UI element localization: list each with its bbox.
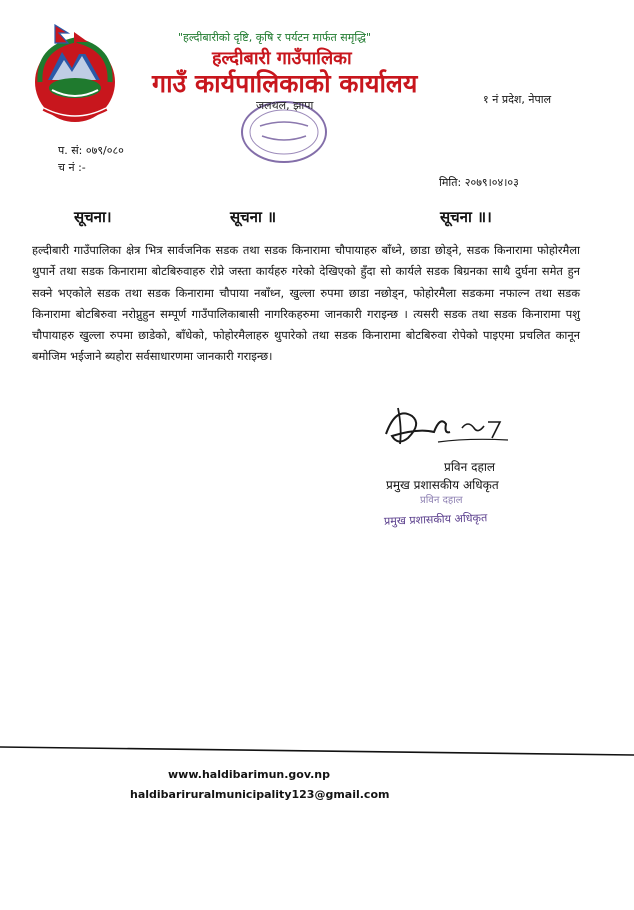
signatory-name: प्रविन दहाल bbox=[444, 460, 496, 474]
letter-date: मिति: २०७९।०४।०३ bbox=[439, 176, 519, 189]
slogan: "हल्दीबारीको दृष्टि, कृषि र पर्यटन मार्फत समृद्धि" bbox=[178, 31, 372, 44]
notice-heading-1: सूचना। bbox=[74, 208, 112, 226]
stamp-name: प्रविन दहाल bbox=[420, 495, 463, 506]
footer-divider bbox=[0, 745, 634, 757]
notice-body: हल्दीबारी गाउँपालिका क्षेत्र भित्र सार्वजनिक सडक तथा सडक किनारामा चौपायाहरु बाँध्ने, छाडा छोड्ने, सडक किनारामा फोहोरमैला थुपार्ने तथा सडक किनारामा बोटबिरुवाहरु रोप्ने जस्ता कार्यहरु गरेको देखिएको हुँदा सो कार्यले सडक बिग्रनका साथै दुर्घना समेत हुन सक्ने भएकोले सडक तथा सडक किनारामा चौपाया नबाँध्न, खुल्ला रुपमा छाडा नछोड्न, फोहोरमैला सडकमा नफाल्न तथा सडक किनारामा बोटबिरुवा नरोप्नुहुन सम्पूर्ण गाउँपालिकाबासी नागरिकहरुमा जानकारी गराइन्छ । त्यसरी सडक तथा सडक किनारामा पशु चौपायाहरु खुल्ला रुपमा छाडेको, बाँधेको, फोहोरमैलाहरु थुपारेको तथा सडक किनारामा बोटबिरुवा रोपेको पाइएमा प्रचलित कानून बमोजिम भईजाने ब्यहोरा सर्वसाधारणमा जानकारी गराइन्छ। bbox=[32, 243, 580, 364]
notice-heading-2: सूचना ॥ bbox=[230, 208, 277, 226]
website-link[interactable]: www.haldibarimun.gov.np bbox=[168, 768, 331, 781]
signature-icon bbox=[378, 398, 528, 452]
nepal-emblem-icon bbox=[30, 30, 120, 126]
email-link[interactable]: haldibariruralmunicipality123@gmail.com bbox=[130, 788, 390, 801]
office-name: गाउँ कार्यपालिकाको कार्यालय bbox=[152, 69, 418, 98]
office-address: जलथल, झापा bbox=[256, 99, 314, 112]
notice-heading-3: सूचना ॥। bbox=[440, 208, 492, 226]
municipality-name: हल्दीबारी गाउँपालिका bbox=[212, 48, 352, 69]
nepal-flag-icon bbox=[54, 24, 70, 44]
reference-number: प. सं: ०७९/०८० bbox=[58, 144, 124, 157]
dispatch-number: च नं :- bbox=[58, 161, 86, 174]
signatory-title: प्रमुख प्रशासकीय अधिकृत bbox=[386, 478, 499, 492]
stamp-title: प्रमुख प्रशासकीय अधिकृत bbox=[383, 511, 488, 528]
province-label: १ नं प्रदेश, नेपाल bbox=[483, 93, 552, 106]
